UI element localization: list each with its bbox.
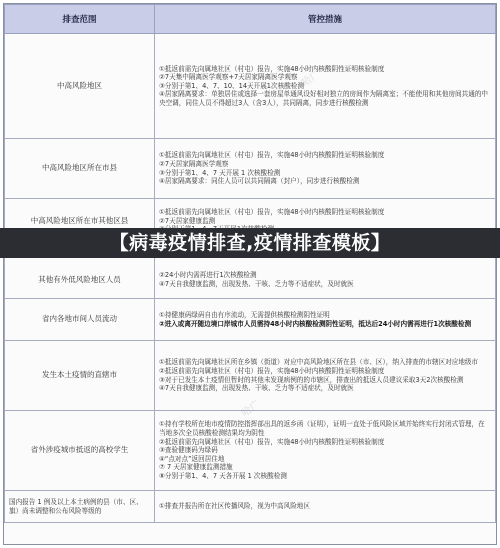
measure-item: ④居家隔离要求：单独居住或选择一套房屋单通风设好相对独立的房间作为隔离室；不能使用和其他房间共通的中央空调，同住人员不得超过3人（含3人），共同隔离，同步进行核酸检测 — [159, 90, 489, 107]
measure-item: ③分别于第1、4、7、10、14天开展1次核酸检测 — [159, 81, 304, 90]
measure-item: ④7天自我健康监测，出现发热、干咳、乏力等不适症状，及时就医 — [159, 384, 354, 393]
measure-item: ①抵返前需先向属地社区所在乡镇（街道）对应中高风险地区所在县（市、区），纳入排查的市辖区对应地级市 — [159, 358, 479, 367]
watermark-text: 哈广 — [239, 398, 263, 420]
row-measures — [155, 34, 496, 139]
watermark-text: 哈广 — [299, 68, 323, 90]
measure-item: ⑧分别于第1、4、7 天各开展 1 次核酸检测 — [159, 471, 287, 480]
measure-item: ②进入或离开随边境口岸城市人员需持48小时内核酸检测阴性证明，抵达后24小时内需再进行1次核酸检测 — [159, 319, 472, 328]
measure-item: ④7天自我健康监测，出现发热、干咳、乏力等不适症状，及时就医 — [159, 280, 354, 288]
policy-table-sheet — [3, 3, 497, 545]
measure-item: ①抵返前需先向属地社区（村屯）报告，实施48小时内核酸阴性证明核验制度 — [159, 208, 385, 217]
row-area: 中高风险地区 — [5, 34, 155, 139]
table-row — [5, 299, 496, 341]
measure-item: ⑦ 7 天居家健康监测措施 — [159, 463, 233, 472]
row-area: 中高风险地区所在市县 — [5, 139, 155, 199]
control-measures-table — [4, 4, 496, 523]
measure-item: ③查验健康码为绿码 — [159, 446, 218, 455]
header-scope: 排查范围 — [5, 5, 155, 34]
row-area: 省外涉疫城市抵返的高校学生 — [5, 411, 155, 491]
table-row — [5, 491, 496, 523]
table-row — [5, 34, 496, 139]
table-row — [5, 411, 496, 491]
row-measures — [155, 411, 496, 491]
measure-item: ③对于已发生本土疫情但暂时的其他未发现病例的的市辖区，排查出的抵返人员建议采取3天2次核酸检测 — [159, 375, 464, 384]
row-measures — [155, 139, 496, 199]
table-row — [5, 139, 496, 199]
row-measures — [155, 491, 496, 523]
measure-item: ①抵返前需先向属地社区（村屯）报告，实施48小时内核酸阴性证明核验制度 — [159, 64, 385, 73]
row-measures — [155, 341, 496, 411]
measure-item: ④“点对点”返回居住地 — [159, 454, 225, 463]
measure-item: ①持有学校所在地市疫情防控指挥部出具的返乡函（证明），证明一直处于低风险区域并始终实行封闭式管理，在当地多次全员核酸检测结果均为阴性 — [159, 420, 485, 438]
measure-item: ②7天集中隔离医学观察+7天居家隔离医学观察 — [159, 73, 298, 82]
measure-item: ②抵返前需先向属地社区（村屯）报告，实施48小时内核酸阴性证明核验制度 — [159, 366, 385, 375]
table-header-row — [5, 5, 496, 34]
measure-item: ①排查并报告所在社区传播风险，视为中高风险地区 — [159, 502, 310, 511]
measure-item: ④居家隔离要求：同住人员可以共同隔离（封户），同步进行核酸检测 — [159, 177, 360, 186]
row-area: 其他有外低风险地区人员 — [5, 244, 155, 299]
row-area: 国内报告 1 例及以上本土病例的县（市、区、旗）尚未调整和公布风险等级的 — [5, 491, 155, 523]
measure-item: ②24小时内需再进行1次核酸检测 — [159, 271, 257, 280]
row-area: 省内各地市间人员流动 — [5, 299, 155, 341]
measure-item: ①抵返前需先向属地社区（村屯）报告，实施48小时内核酸阴性证明核验制度 — [159, 151, 385, 160]
measure-item: ②抵返前需先向属地社区（村屯）报告，实施48小时内核酸阴性证明核验制度 — [159, 437, 385, 446]
row-measures — [155, 299, 496, 341]
row-area: 中高风险地区所在市其他区县 — [5, 199, 155, 244]
measure-item: ②7天居家隔离医学观察 — [159, 159, 229, 168]
measure-item: ①持健康码绿码自由有序流动，无需提供核酸检测阴性证明 — [159, 310, 330, 319]
header-measures: 管控措施 — [155, 5, 496, 34]
measure-item: ②7天居家健康监测 — [159, 216, 216, 225]
title-banner: 【病毒疫情排查,疫情排查模板】 — [0, 228, 500, 258]
measure-item: ③分别于第1、4、7 天开展 1 次核酸检测 — [159, 168, 281, 177]
row-area: 发生本土疫情的直辖市 — [5, 341, 155, 411]
